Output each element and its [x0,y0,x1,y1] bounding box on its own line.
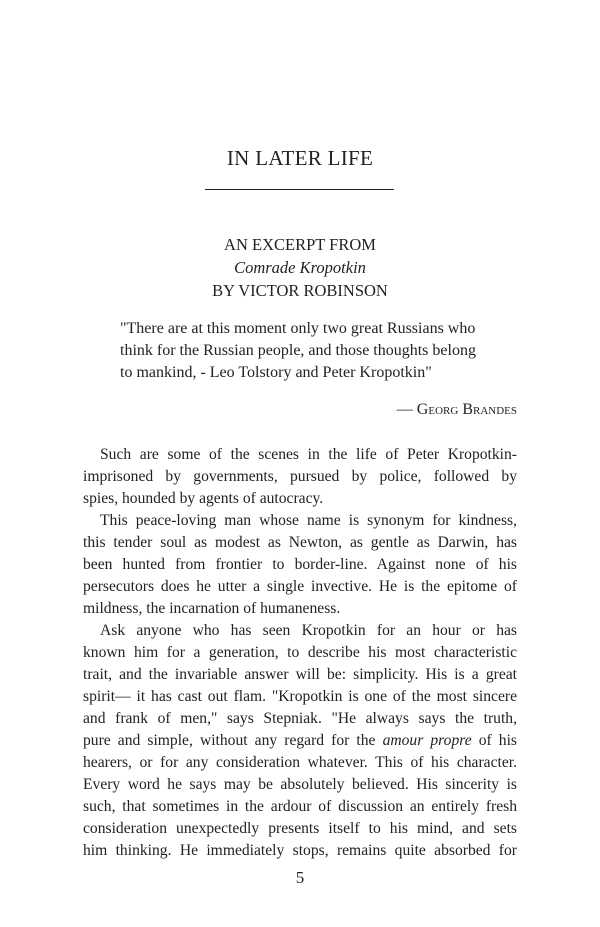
body-line: Such are some of the scenes in the life of Peter Kropotkin- [100,446,517,463]
excerpt-line: AN EXCERPT FROM [224,235,376,254]
body-line: This peace-loving man whose name is synonym for kindness, [100,512,517,529]
epigraph-line: "There are at this moment only two great Russians who [120,320,476,337]
body-line: this tender soul as modest as Newton, as gentle as Darwin, has [83,534,517,551]
body-line-with-italic [83,730,517,752]
epigraph-line: think for the Russian people, and those thoughts belong [120,342,476,359]
body-line: such, that sometimes in the ardour of discussion an entirely fresh [83,798,517,815]
body-segment: pure and simple, without any regard for the [83,732,383,749]
attribution-first-name-rest: eorg [428,401,463,418]
excerpt-heading [0,233,600,302]
body-line: Every word he says may be absolutely believed. His sincerity is [83,776,517,793]
attribution-last-name-initial: B [462,401,473,418]
chapter-title: IN LATER LIFE [226,146,374,170]
epigraph-line: to mankind, - Leo Tolstory and Peter Kropotkin" [120,364,432,381]
body-line: and frank of men," says Stepniak. "He always says the truth, [83,710,517,727]
body-text [83,444,517,862]
attribution-first-name-initial: G [416,401,429,418]
body-line: persecutors does he utter a single invective. He is the epitome of [83,578,517,595]
book-title: Comrade Kropotkin [234,258,366,277]
author-line: BY VICTOR ROBINSON [212,281,388,300]
epigraph-attribution [397,401,517,419]
body-line: known him for a generation, to describe his most characteristic [83,644,517,661]
body-line: been hunted from frontier to border-line. Against none of his [83,556,517,573]
page-number: 5 [295,868,305,887]
body-line: consideration unexpectedly presents itself to his mind, and sets [83,820,517,837]
body-line: spies, hounded by agents of autocracy. [83,490,324,507]
body-line: mildness, the incarnation of humaneness. [83,600,341,617]
body-line: Ask anyone who has seen Kropotkin for an hour or has [100,622,517,639]
body-line: trait, and the invariable answer will be: simplicity. His is a great [83,666,517,683]
title-rule [205,189,394,190]
body-line: imprisoned by governments, pursued by police, followed by [83,468,517,485]
italic-phrase: amour propre [382,732,472,749]
epigraph-quote [120,318,520,384]
body-line: hearers, or for any consideration whatever. This of his character. [83,754,517,771]
body-line: him thinking. He immediately stops, remains quite absorbed for [83,842,517,859]
attribution-dash: — [396,401,417,418]
attribution-last-name-rest: randes [472,401,517,418]
body-segment: of his [471,732,518,749]
body-line: spirit— it has cast out flam. "Kropotkin is one of the most sincere [83,688,517,705]
